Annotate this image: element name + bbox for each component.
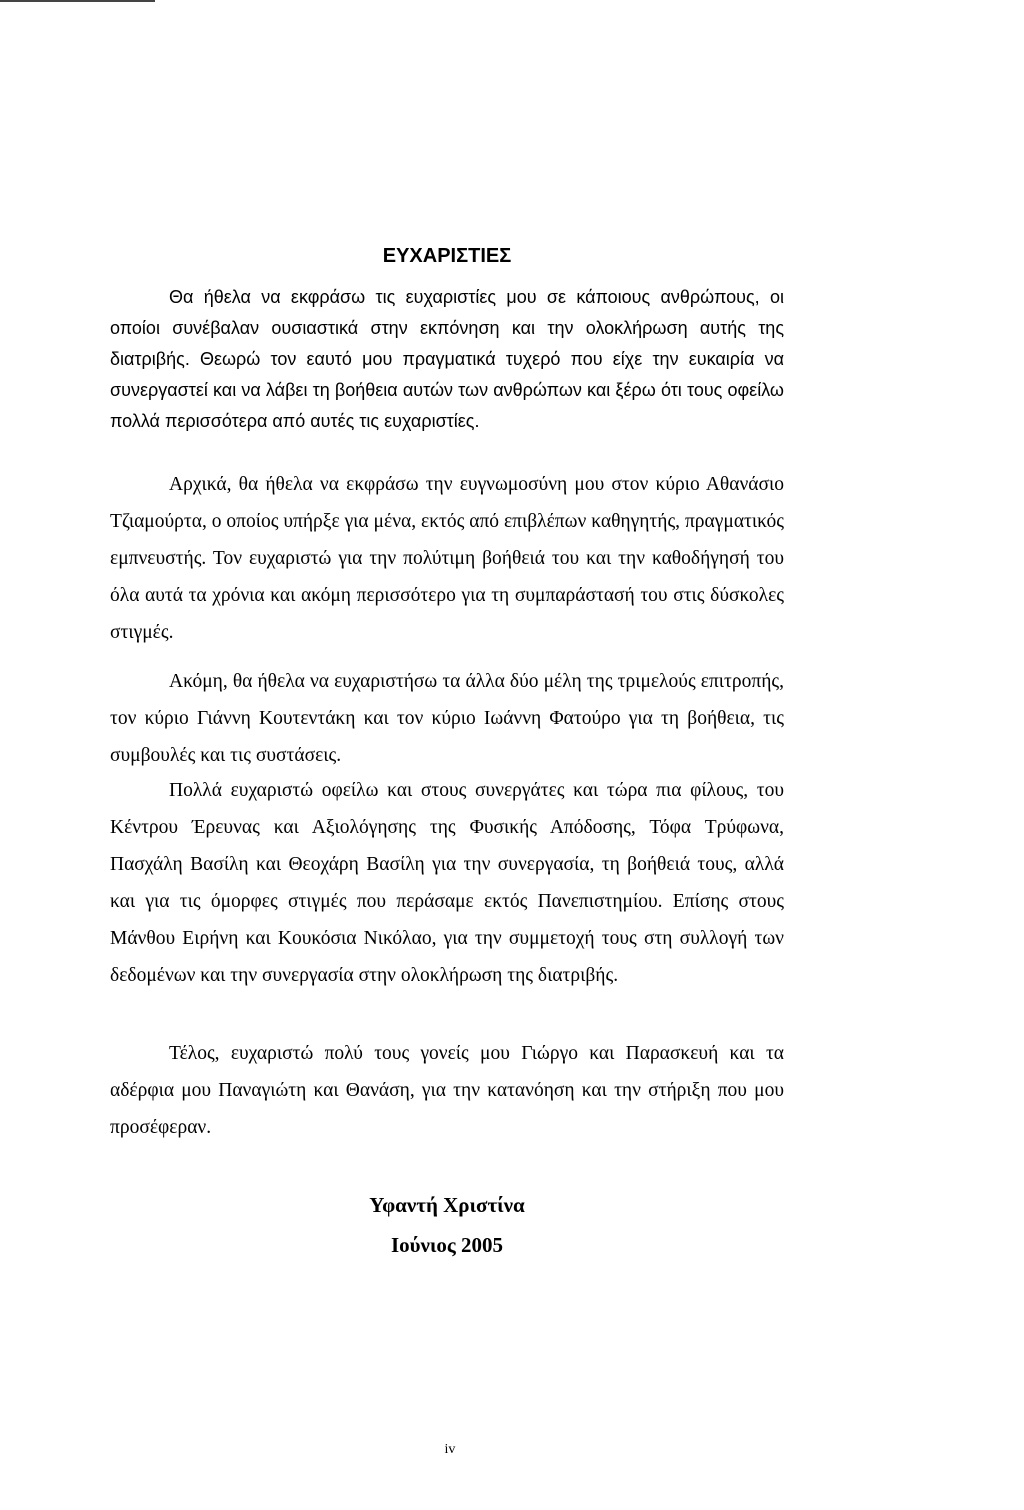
signature-date: Ιούνιος 2005 [390,1233,504,1257]
paragraph-colleagues: Πολλά ευχαριστώ οφείλω και στους συνεργάτες και τώρα πια φίλους, του Κέντρου Έρευνας και Αξιολόγησης της Φυσικής Απόδοσης, Τόφα Τρύφωνα, Πασχάλη Βασίλη και Θεοχάρη Βασίλη για την συνεργασία, τη βοήθειά τους, αλλά και για τις όμορφες στιγμές που περάσαμε εκτός Πανεπιστημίου. Επίσης στους Μάνθου Ειρήνη και Κουκόσια Νικόλαο, για την συμμετοχή τους στη συλλογή των δεδομένων και την συνεργασία στην ολοκλήρωση της διατριβής. [110,780,784,986]
page-number: iv [444,1442,456,1457]
signature-name: Υφαντή Χριστίνα [369,1193,525,1217]
paragraph-intro: Θα ήθελα να εκφράσω τις ευχαριστίες μου σε κάποιους ανθρώπους, οι οποίοι συνέβαλαν ουσιαστικά στην εκπόνηση και την ολοκλήρωση αυτής της διατριβής. Θεωρώ τον εαυτό μου πραγματικά τυχερό που είχε την ευκαιρία να συνεργαστεί και να λάβει τη βοήθεια αυτών των ανθρώπων και ξέρω ότι τους οφείλω πολλά περισσότερα από αυτές τις ευχαριστίες. [110,287,784,431]
paragraph-family: Τέλος, ευχαριστώ πολύ τους γονείς μου Γιώργο και Παρασκευή και τα αδέρφια μου Παναγιώτη και Θανάση, για την κατανόηση και την στήριξη που μου προσέφεραν. [110,1043,784,1138]
paragraph-supervisor: Αρχικά, θα ήθελα να εκφράσω την ευγνωμοσύνη μου στον κύριο Αθανάσιο Τζιαμούρτα, ο οποίος υπήρξε για μένα, εκτός από επιβλέπων καθηγητής, πραγματικός εμπνευστής. Τον ευχαριστώ για την πολύτιμη βοήθειά του και την καθοδήγησή του όλα αυτά τα χρόνια και ακόμη περισσότερο για τη συμπαράστασή του στις δύσκολες στιγμές. [110,474,784,643]
page-title: ΕΥΧΑΡΙΣΤΙΕΣ [382,245,512,267]
paragraph-committee: Ακόμη, θα ήθελα να ευχαριστήσω τα άλλα δύο μέλη της τριμελούς επιτροπής, τον κύριο Γιάννη Κουτεντάκη και τον κύριο Ιωάννη Φατούρο για τη βοήθεια, τις συμβουλές και τις συστάσεις. [110,671,784,766]
scan-edge-mark [0,0,155,2]
